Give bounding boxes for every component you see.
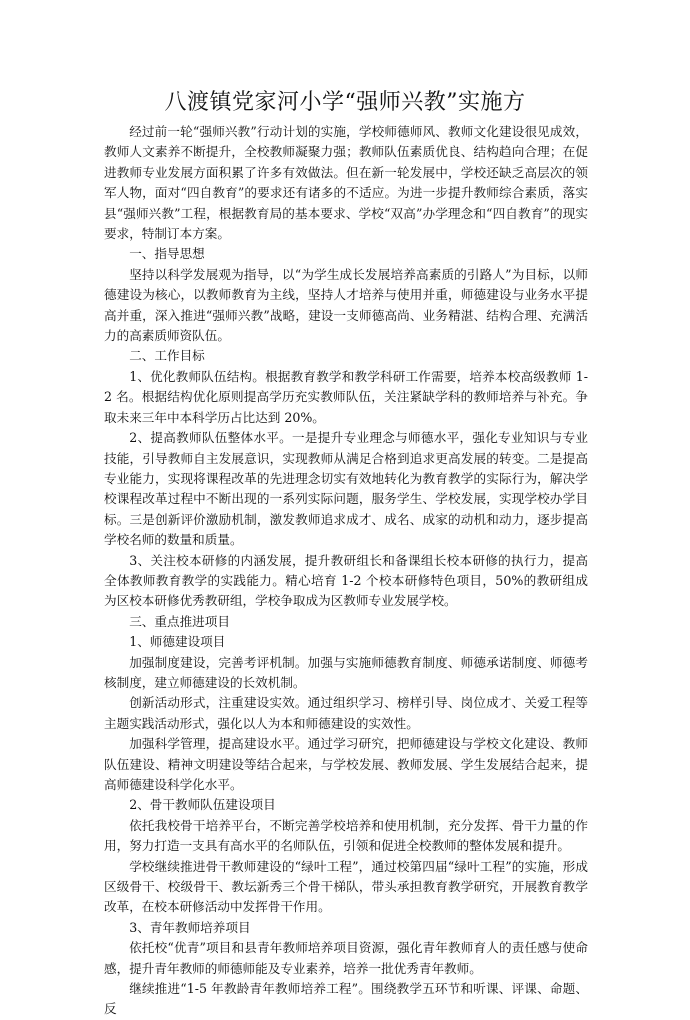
backbone-paragraph-1: 依托我校骨干培养平台，不断完善学校培养和使用机制，充分发挥、骨干力量的作用，努力打造一支具有高水平的名师队伍，引领和促进全校教师的整体发展和提升。: [104, 817, 588, 854]
goal-1-paragraph: 1、优化教师队伍结构。根据教育教学和教学科研工作需要，培养本校高级教师 1-2 名。根据结构优化原则提高学历充实教师队伍，关注紧缺学科的教师培养与补充。争取未来三年中本科学历占比达到 20%。: [104, 368, 588, 425]
section-heading-guiding-ideology: 一、指导思想: [129, 246, 205, 262]
young-teachers-paragraph-1: 依托校“优青”项目和县青年教师培养项目资源，强化青年教师育人的责任感与使命感，提升青年教师的师德师能及专业素养，培养一批优秀青年教师。: [104, 940, 588, 976]
backbone-paragraph-2: 学校继续推进骨干教师建设的“绿叶工程”，通过校第四届“绿叶工程”的实施，形成区级骨干、校级骨干、教坛新秀三个骨干梯队，带头承担教育教学研究，开展教育教学改革，在校本研修活动中发挥骨干作用。: [104, 858, 588, 915]
section-heading-key-projects: 三、重点推进项目: [129, 613, 230, 629]
subheading-young-teachers: 3、青年教师培养项目: [129, 919, 251, 935]
subheading-ethics-project: 1、师德建设项目: [129, 634, 226, 650]
document-body: [104, 122, 588, 1020]
document-title: 八渡镇党家河小学“强师兴教”实施方: [164, 90, 526, 115]
ethics-paragraph-1: 加强制度建设，完善考评机制。加强与实施师德教育制度、师德承诺制度、师德考核制度，建立师德建设的长效机制。: [104, 654, 588, 690]
ethics-paragraph-2: 创新活动形式，注重建设实效。通过组织学习、榜样引导、岗位成才、关爱工程等主题实践活动形式，强化以人为本和师德建设的实效性。: [104, 695, 588, 731]
young-teachers-paragraph-2: 继续推进“1-5 年教龄青年教师培养工程”。围绕教学五环节和听课、评课、命题、反: [104, 981, 588, 1017]
guiding-ideology-paragraph: 坚持以科学发展观为指导，以“为学生成长发展培养高素质的引路人”为目标，以师德建设为核心，以教师教育为主线，坚持人才培养与使用并重，师德建设与业务水平提高并重，深入推进“强师兴教”战略，建设一支师德高尚、业务精湛、结构合理、充满活力的高素质师资队伍。: [104, 266, 588, 344]
subheading-backbone-teachers: 2、骨干教师队伍建设项目: [129, 797, 276, 813]
section-heading-work-goals: 二、工作目标: [129, 348, 205, 364]
goal-2-paragraph: 2、提高教师队伍整体水平。一是提升专业理念与师德水平，强化专业知识与专业技能，引导教师自主发展意识，实现教师从满足合格到追求更高发展的转变。二是提高专业能力，实现将课程改革的先进理念切实有效地转化为教育教学的实际行为，解决学校课程改革过程中不断出现的一系列实际问题，服务学生、学校发展，实现学校办学目标。三是创新评价激励机制，激发教师追求成才、成名、成家的动机和动力，逐步提高学校名师的数量和质量。: [104, 430, 588, 548]
intro-paragraph: 经过前一轮“强师兴教”行动计划的实施，学校师德师风、教师文化建设很见成效，教师人文素养不断提升，全校教师凝聚力强；教师队伍素质优良、结构趋向合理；在促进教师专业发展方面积累了许多有效做法。但在新一轮发展中，学校还缺乏高层次的领军人物，面对“四自教育”的要求还有诸多的不适应。为进一步提升教师综合素质，落实县“强师兴教”工程，根据教育局的基本要求、学校“双高”办学理念和“四自教育”的现实要求，特制订本方案。: [104, 124, 588, 242]
ethics-paragraph-3: 加强科学管理，提高建设水平。通过学习研究，把师德建设与学校文化建设、教师队伍建设、精神文明建设等结合起来，与学校发展、教师发展、学生发展结合起来，提高师德建设科学化水平。: [104, 736, 588, 792]
goal-3-paragraph: 3、关注校本研修的内涵发展，提升教研组长和备课组长校本研修的执行力，提高全体教师教育教学的实践能力。精心培育 1-2 个校本研修特色项目，50%的教研组成为区校本研修优秀教研组，学校争取成为区教师专业发展学校。: [104, 552, 588, 609]
